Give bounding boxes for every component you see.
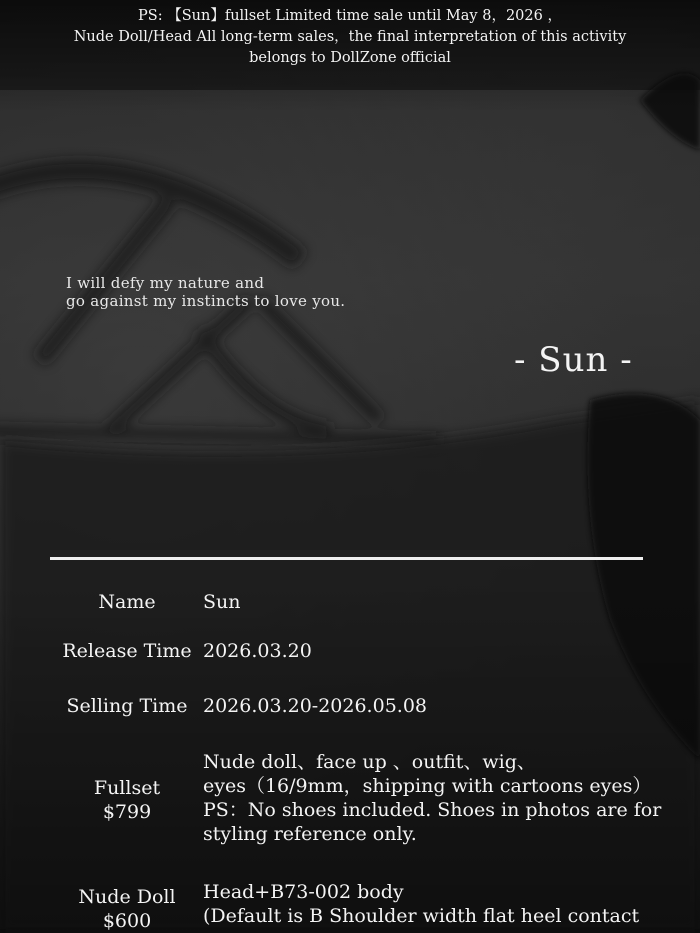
quote-line-2: go against my instincts to love you. [66, 292, 346, 310]
nude-doll-desc-line-2: (Default is B Shoulder width flat heel contact [203, 905, 640, 927]
fullset-desc-line-2: eyes（16/9mm，shipping with cartoons eyes） [203, 775, 652, 797]
fullset-price: $799 [102, 801, 152, 823]
nude-doll-label: Nude Doll [78, 886, 176, 908]
sale-notice-line-2: Nude Doll/Head All long-term sales，the final interpretation of this activity [73, 29, 627, 45]
name-value: Sun [203, 591, 241, 613]
sale-notice [0, 6, 700, 69]
fullset-label: Fullset [93, 777, 161, 799]
sale-notice-line-3: belongs to DollZone official [249, 50, 451, 66]
section-divider [50, 557, 643, 560]
fullset-desc-line-1: Nude doll、face up 、outfit、wig、 [203, 751, 536, 773]
name-label: Name [98, 591, 156, 613]
fullset-label-group [50, 776, 204, 824]
nude-doll-label-group [50, 885, 204, 933]
sale-notice-line-1: PS: 【Sun】fullset Limited time sale until May 8，2026 ， [138, 8, 562, 24]
release-time-value: 2026.03.20 [203, 640, 312, 662]
fullset-desc-line-4: styling reference only. [203, 823, 417, 845]
selling-time-label: Selling Time [66, 695, 188, 717]
quote-line-1: I will defy my nature and [66, 274, 265, 292]
nude-doll-description [203, 880, 643, 928]
selling-time-value: 2026.03.20-2026.05.08 [203, 695, 427, 717]
nude-doll-desc-line-1: Head+B73-002 body [203, 881, 404, 903]
character-signature: - Sun - [514, 340, 633, 380]
fullset-description [203, 750, 662, 846]
release-time-label: Release Time [62, 640, 192, 662]
fullset-desc-line-3: PS：No shoes included. Shoes in photos are for [203, 799, 662, 821]
quote-text [66, 274, 345, 310]
nude-doll-price: $600 [102, 910, 152, 932]
